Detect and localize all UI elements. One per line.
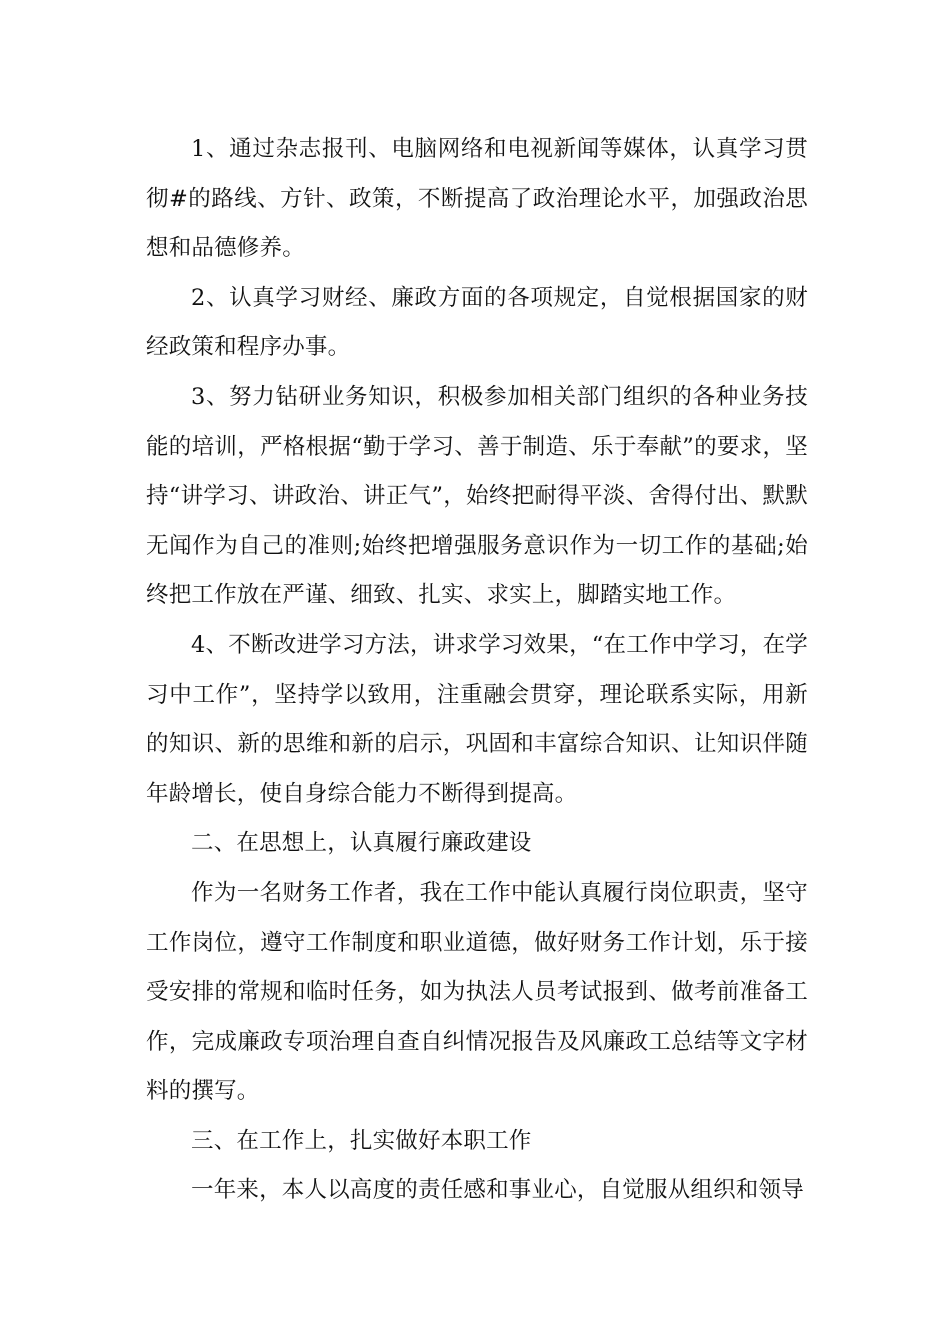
paragraph-learning-methods: 4、不断改进学习方法，讲求学习效果，“在工作中学习，在学习中工作”，坚持学以致用，注重融会贯穿，理论联系实际，用新的知识、新的思维和新的启示，巩固和丰富综合知识、让知识伴随年龄增长，使自身综合能力不断得到提高。 xyxy=(146,631,808,807)
paragraph-business-training: 3、努力钻研业务知识，积极参加相关部门组织的各种业务技能的培训，严格根据“勤于学习、善于制造、乐于奉献”的要求，坚持“讲学习、讲政治、讲正气”，始终把耐得平淡、舍得付出、默默无闻作为自己的准则;始终把增强服务意识作为一切工作的基础;始终把工作放在严谨、细致、扎实、求实上，脚踏实地工作。 xyxy=(146,383,808,609)
section-heading-integrity: 二、在思想上，认真履行廉政建设 xyxy=(191,830,532,857)
paragraph-finance-rules: 2、认真学习财经、廉政方面的各项规定，自觉根据国家的财经政策和程序办事。 xyxy=(146,284,808,361)
paragraph-study-media: 1、通过杂志报刊、电脑网络和电视新闻等媒体，认真学习贯彻#的路线、方针、政策，不断提高了政治理论水平，加强政治思想和品德修养。 xyxy=(146,136,808,262)
paragraph-finance-duties: 作为一名财务工作者，我在工作中能认真履行岗位职责，坚守工作岗位，遵守工作制度和职业道德，做好财务工作计划，乐于接受安排的常规和临时任务，如为执法人员考试报到、做考前准备工作，完成廉政专项治理自查自纠情况报告及风廉政工总结等文字材料的撰写。 xyxy=(146,879,808,1105)
paragraph-year-summary: 一年来，本人以高度的责任感和事业心，自觉服从组织和领导 xyxy=(191,1177,804,1204)
document-body xyxy=(146,125,808,1216)
section-heading-work: 三、在工作上，扎实做好本职工作 xyxy=(191,1127,532,1154)
